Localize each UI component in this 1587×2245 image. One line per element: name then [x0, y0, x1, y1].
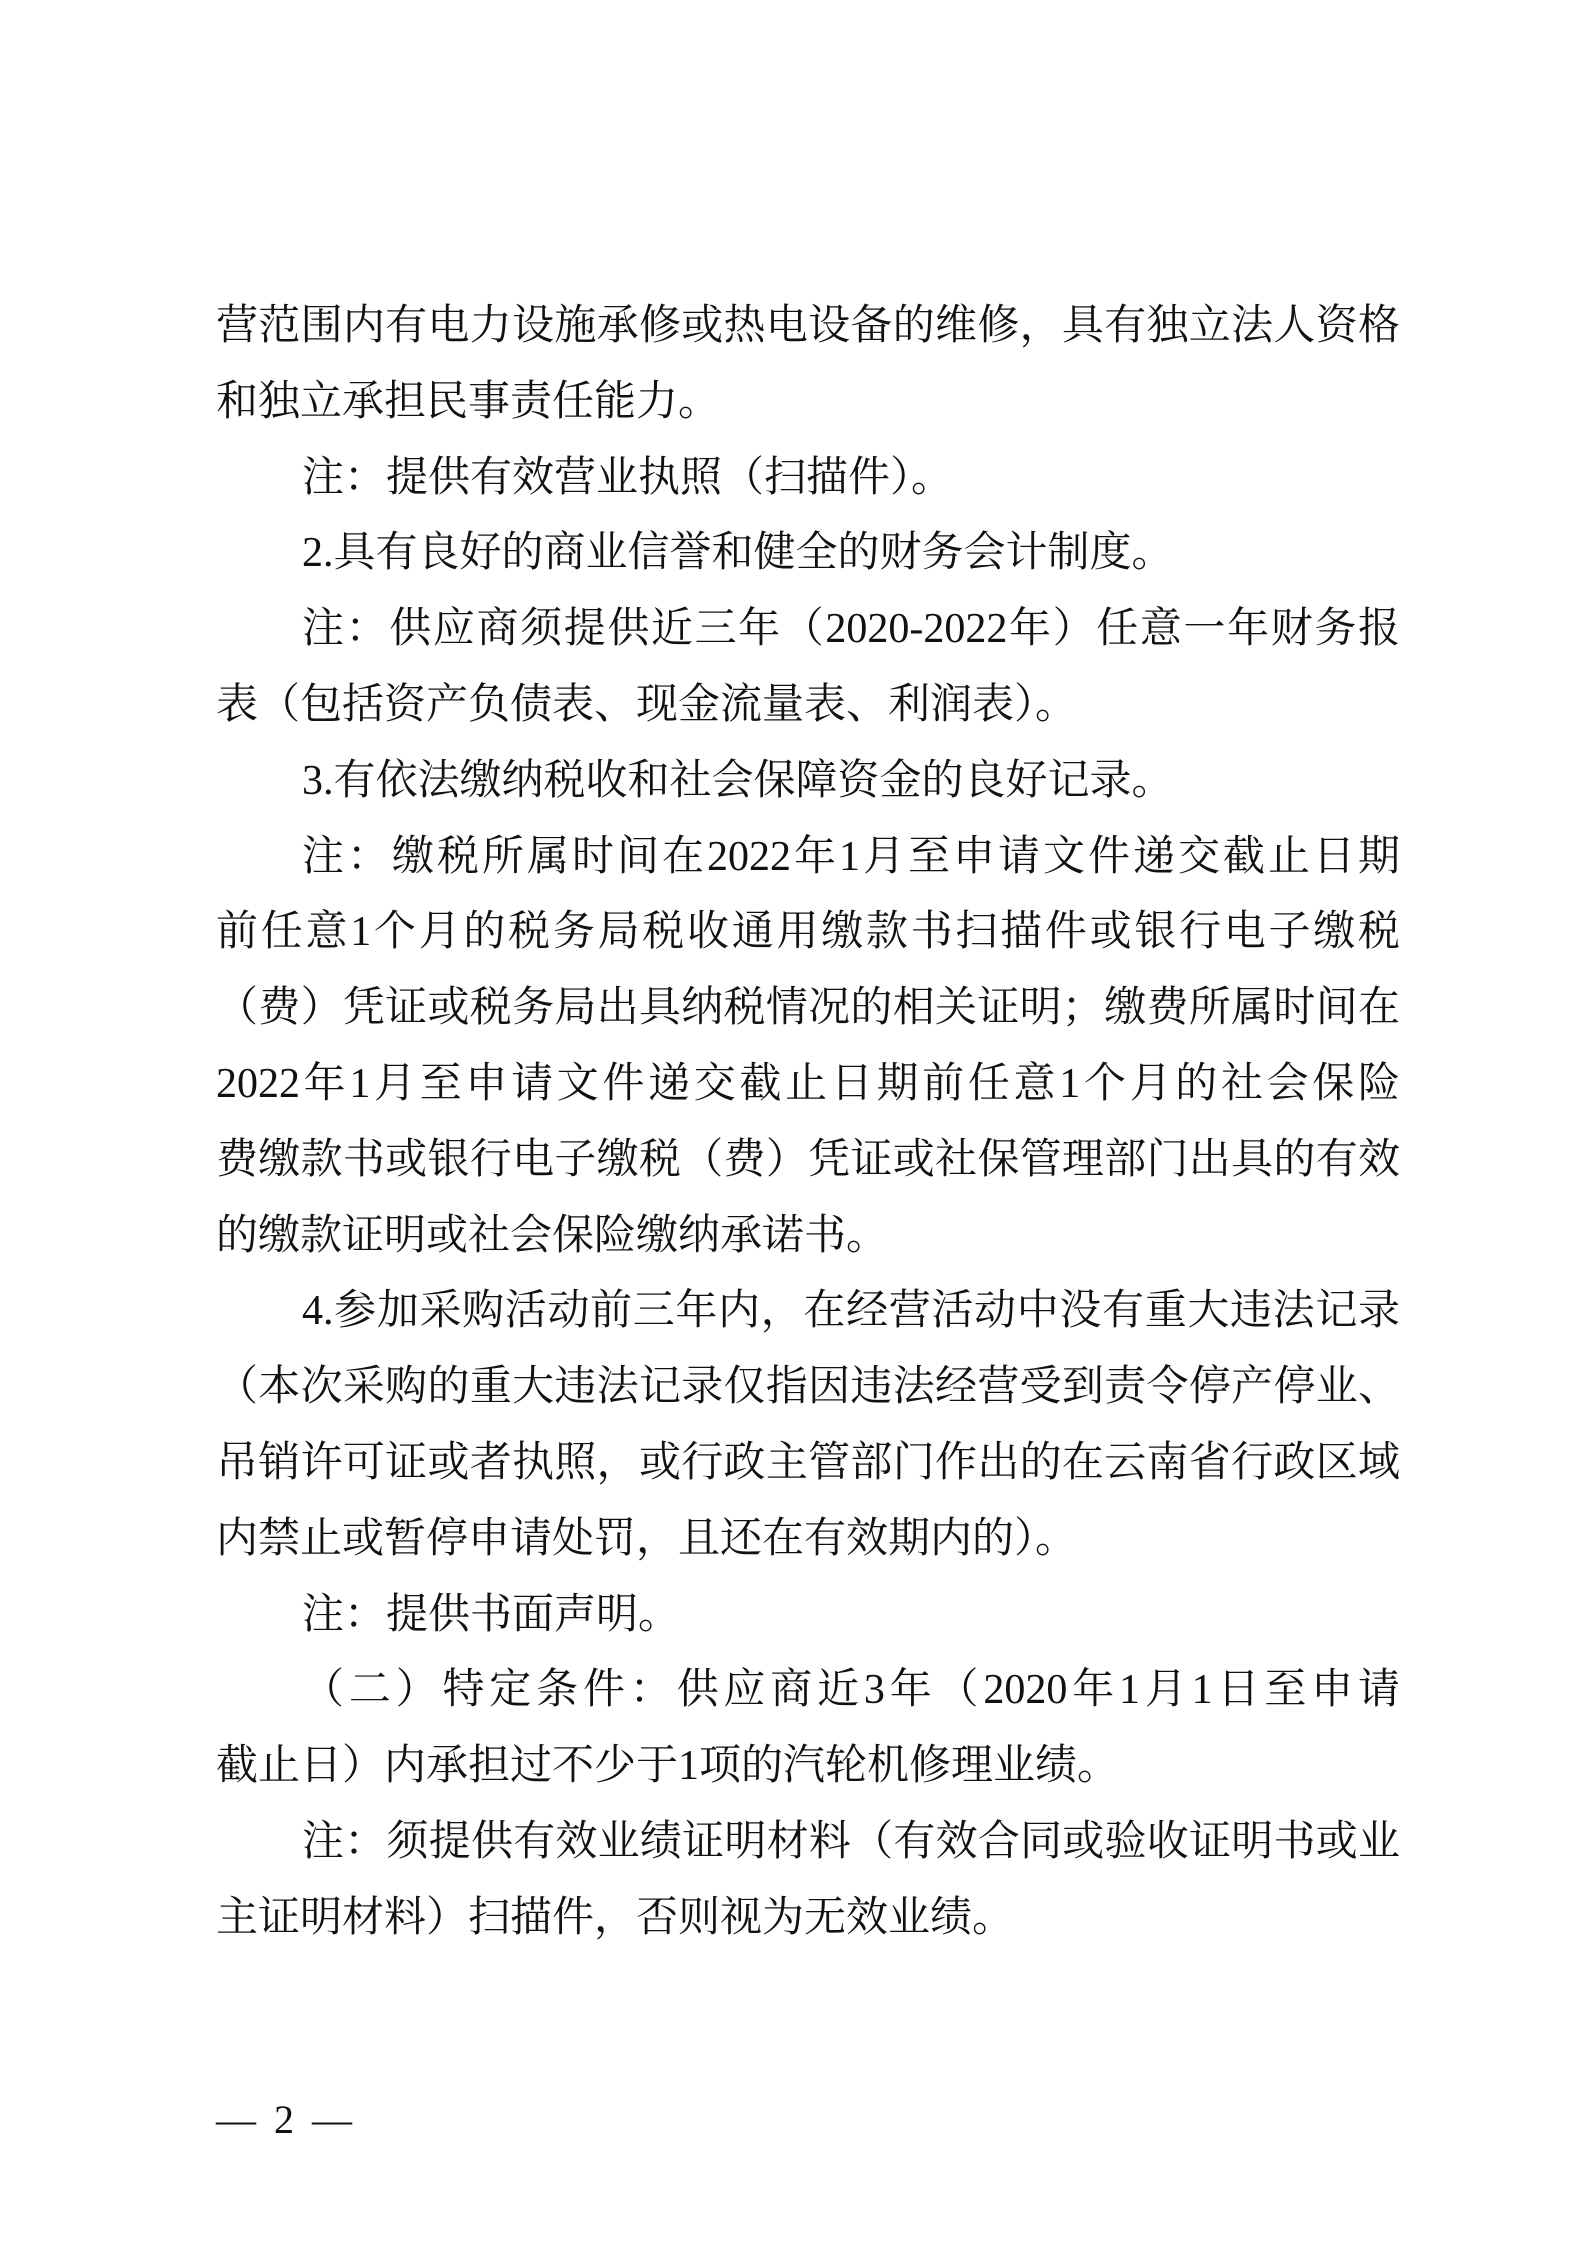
text-line: 的缴款证明或社会保险缴纳承诺书。: [216, 1212, 889, 1259]
text-line: 注：须提供有效业绩证明材料（有效合同或验收证明书或业: [302, 1818, 1400, 1865]
text-line: 吊销许可证或者执照，或行政主管部门作出的在云南省行政区域: [216, 1439, 1400, 1486]
text-line: （费）凭证或税务局出具纳税情况的相关证明；缴费所属时间在: [216, 985, 1400, 1032]
text-line: 内禁止或暂停申请处罚，且还在有效期内的）。: [216, 1515, 1078, 1562]
page-number: — 2 —: [216, 2097, 356, 2142]
text-line: 注：提供有效营业执照（扫描件）。: [302, 454, 954, 501]
text-line: 表（包括资产负债表、现金流量表、利润表）。: [216, 681, 1078, 728]
text-line: （二）特定条件：供应商近3年（2020年1月1日至申请: [302, 1667, 1400, 1714]
text-line: （本次采购的重大违法记录仅指因违法经营受到责令停产停业、: [216, 1364, 1400, 1411]
text-line: 和独立承担民事责任能力。: [216, 378, 721, 425]
text-line: 营范围内有电力设施承修或热电设备的维修，具有独立法人资格: [216, 303, 1400, 349]
text-line: 3.有依法缴纳税收和社会保障资金的良好记录。: [302, 757, 1174, 804]
text-line: 2022年1月至申请文件递交截止日期前任意1个月的社会保险: [216, 1060, 1400, 1107]
document-body: [216, 289, 1400, 1957]
text-line: 前任意1个月的税务局税收通用缴款书扫描件或银行电子缴税: [216, 909, 1400, 956]
text-line: 注：缴税所属时间在2022年1月至申请文件递交截止日期: [302, 833, 1400, 880]
text-line: 费缴款书或银行电子缴税（费）凭证或社保管理部门出具的有效: [216, 1136, 1400, 1183]
text-line: 2.具有良好的商业信誉和健全的财务会计制度。: [302, 530, 1174, 577]
text-line: 4.参加采购活动前三年内，在经营活动中没有重大违法记录: [302, 1288, 1400, 1335]
text-line: 截止日）内承担过不少于1项的汽轮机修理业绩。: [216, 1743, 1120, 1790]
text-line: 注：提供书面声明。: [302, 1591, 681, 1638]
text-line: 注：供应商须提供近三年（2020-2022年）任意一年财务报: [302, 606, 1400, 653]
text-line: 主证明材料）扫描件，否则视为无效业绩。: [216, 1894, 1015, 1941]
